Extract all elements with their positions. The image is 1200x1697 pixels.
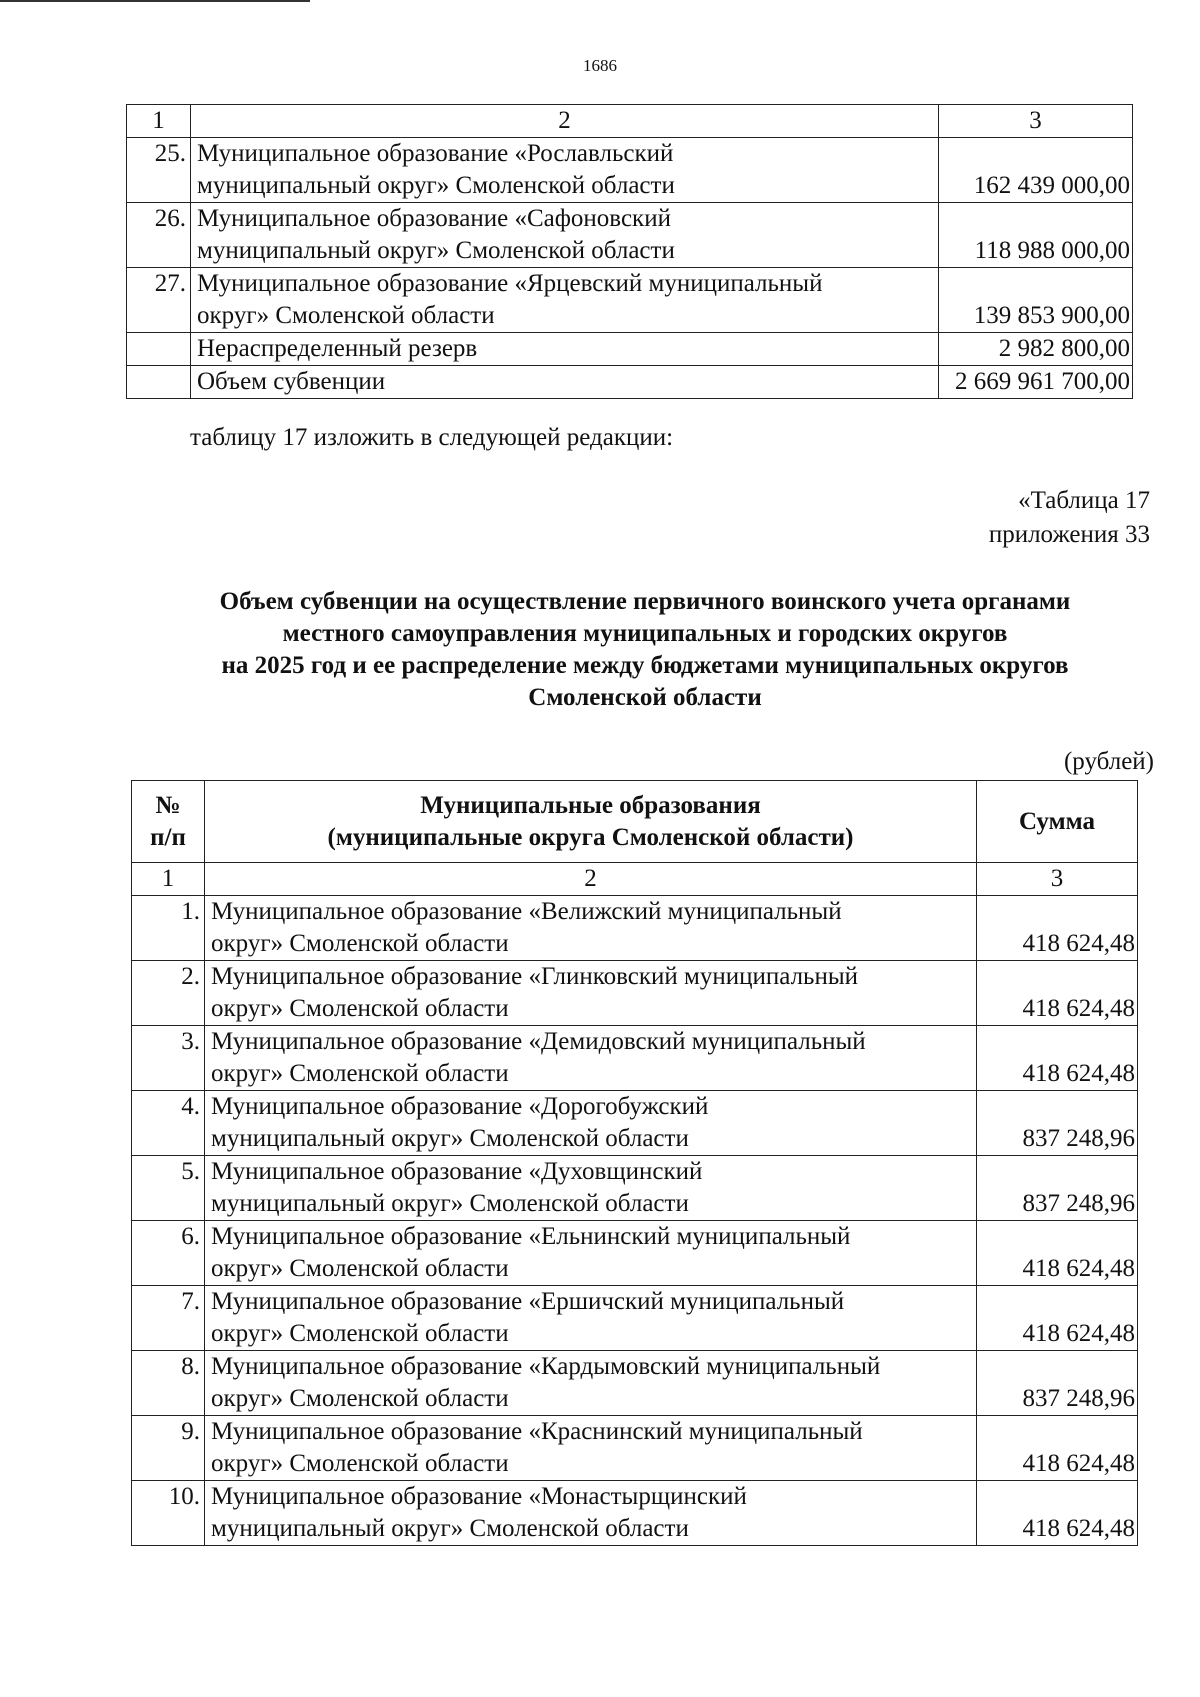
table-row	[132, 896, 1138, 961]
row-number: 1.	[132, 896, 205, 961]
row-number: 9.	[132, 1416, 205, 1481]
row-number: 10.	[132, 1481, 205, 1546]
row-name	[205, 961, 977, 1026]
row-number: 8.	[132, 1351, 205, 1416]
col-header-name-line: Муниципальные образования	[420, 791, 761, 819]
row-name-line: округ» Смоленской области	[211, 1385, 509, 1412]
row-name	[205, 1481, 977, 1546]
row-number: 5.	[132, 1156, 205, 1221]
heading-line: Смоленской области	[528, 684, 762, 711]
row-sum: 837 248,96	[977, 1351, 1138, 1416]
table-caption	[989, 484, 1150, 552]
row-name-line: Муниципальное образование «Духовщинский	[211, 1158, 703, 1185]
row-name-line: Муниципальное образование «Ярцевский муниципальный	[197, 270, 823, 297]
heading-line: на 2025 год и ее распределение между бюджетами муниципальных округов	[221, 652, 1069, 679]
row-name-line: муниципальный округ» Смоленской области	[211, 1515, 689, 1542]
instruction-text: таблицу 17 изложить в следующей редакции:	[190, 424, 674, 451]
table-row	[132, 1091, 1138, 1156]
row-sum: 162 439 000,00	[939, 138, 1133, 203]
row-name-line: Муниципальное образование «Глинковский муниципальный	[211, 963, 858, 990]
col-header-number-line: п/п	[150, 823, 186, 851]
row-name-line: Муниципальное образование «Демидовский муниципальный	[211, 1028, 866, 1055]
table-heading	[100, 586, 1190, 714]
row-name-line: округ» Смоленской области	[211, 1450, 509, 1477]
row-sum: 418 624,48	[977, 1286, 1138, 1351]
row-name-line: муниципальный округ» Смоленской области	[211, 1190, 689, 1217]
col-index-1: 1	[127, 105, 191, 138]
row-name-line: муниципальный округ» Смоленской области	[197, 237, 675, 264]
row-name	[205, 1221, 977, 1286]
empty-cell	[127, 366, 191, 399]
row-name-line: муниципальный округ» Смоленской области	[197, 172, 675, 199]
row-number: 25.	[127, 138, 191, 203]
row-number: 4.	[132, 1091, 205, 1156]
row-sum: 418 624,48	[977, 1026, 1138, 1091]
col-index-3: 3	[977, 863, 1138, 896]
col-header-name-line: (муниципальные округа Смоленской области)	[327, 823, 854, 851]
table-row	[127, 203, 1133, 268]
col-index-3: 3	[939, 105, 1133, 138]
table-row	[132, 1481, 1138, 1546]
row-name	[205, 1416, 977, 1481]
row-name-line: Муниципальное образование «Кардымовский муниципальный	[211, 1353, 881, 1380]
table-caption-line: «Таблица 17	[1018, 487, 1150, 514]
row-name-line: округ» Смоленской области	[211, 1060, 509, 1087]
row-name-line: округ» Смоленской области	[211, 995, 509, 1022]
table-row	[132, 1351, 1138, 1416]
col-header-number	[132, 781, 205, 863]
row-name-line: Муниципальное образование «Монастырщинский	[211, 1483, 747, 1510]
col-index-2: 2	[191, 105, 939, 138]
row-name	[205, 896, 977, 961]
table-row	[132, 1221, 1138, 1286]
row-number: 26.	[127, 203, 191, 268]
row-name-line: Муниципальное образование «Ершичский муниципальный	[211, 1288, 845, 1315]
units-label: (рублей)	[1063, 748, 1154, 775]
row-number: 6.	[132, 1221, 205, 1286]
row-name-line: Муниципальное образование «Рославльский	[197, 140, 674, 167]
row-name	[205, 1286, 977, 1351]
row-name-line: округ» Смоленской области	[211, 1255, 509, 1282]
row-name-line: Муниципальное образование «Сафоновский	[197, 205, 671, 232]
total-row	[127, 366, 1133, 399]
row-sum: 837 248,96	[977, 1091, 1138, 1156]
scan-edge-line	[0, 0, 310, 2]
table-row	[132, 1416, 1138, 1481]
row-name	[205, 1026, 977, 1091]
heading-line: Объем субвенции на осуществление первичного воинского учета органами	[219, 588, 1071, 615]
col-header-sum: Сумма	[977, 781, 1138, 863]
row-name-line: Муниципальное образование «Ельнинский муниципальный	[211, 1223, 851, 1250]
row-name-line: Муниципальное образование «Краснинский муниципальный	[211, 1418, 863, 1445]
row-name	[191, 138, 939, 203]
reserve-row	[127, 333, 1133, 366]
row-sum: 418 624,48	[977, 1481, 1138, 1546]
total-sum: 2 669 961 700,00	[939, 366, 1133, 399]
row-name-line: Муниципальное образование «Велижский муниципальный	[211, 898, 842, 925]
table-caption-line: приложения 33	[988, 521, 1150, 548]
col-index-1: 1	[132, 863, 205, 896]
row-name-line: округ» Смоленской области	[211, 930, 509, 957]
row-name	[191, 203, 939, 268]
row-name	[191, 268, 939, 333]
row-name-line: округ» Смоленской области	[197, 302, 495, 329]
table-row	[132, 1286, 1138, 1351]
row-sum: 139 853 900,00	[939, 268, 1133, 333]
reserve-sum: 2 982 800,00	[939, 333, 1133, 366]
table-17	[131, 780, 1138, 1546]
table-row	[127, 268, 1133, 333]
row-name	[205, 1351, 977, 1416]
col-header-name	[205, 781, 977, 863]
row-name	[205, 1156, 977, 1221]
row-number: 2.	[132, 961, 205, 1026]
col-header-number-line: №	[155, 791, 181, 819]
index-row	[132, 863, 1138, 896]
row-sum: 418 624,48	[977, 961, 1138, 1026]
heading-line: местного самоуправления муниципальных и городских округов	[282, 620, 1008, 647]
table-row	[127, 138, 1133, 203]
row-name-line: муниципальный округ» Смоленской области	[211, 1125, 689, 1152]
table-header-row	[127, 105, 1133, 138]
reserve-label: Нераспределенный резерв	[191, 333, 939, 366]
total-label: Объем субвенции	[191, 366, 939, 399]
row-sum: 418 624,48	[977, 1221, 1138, 1286]
row-number: 27.	[127, 268, 191, 333]
row-name-line: округ» Смоленской области	[211, 1320, 509, 1347]
table-row	[132, 961, 1138, 1026]
row-number: 3.	[132, 1026, 205, 1091]
row-name	[205, 1091, 977, 1156]
row-sum: 418 624,48	[977, 896, 1138, 961]
page-number: 1686	[583, 56, 617, 75]
row-name-line: Муниципальное образование «Дорогобужский	[211, 1093, 709, 1120]
row-sum: 418 624,48	[977, 1416, 1138, 1481]
table-row	[132, 1156, 1138, 1221]
continued-table	[126, 104, 1133, 399]
row-sum: 118 988 000,00	[939, 203, 1133, 268]
empty-cell	[127, 333, 191, 366]
row-sum: 837 248,96	[977, 1156, 1138, 1221]
col-index-2: 2	[205, 863, 977, 896]
row-number: 7.	[132, 1286, 205, 1351]
table-header-row	[132, 781, 1138, 863]
table-row	[132, 1026, 1138, 1091]
